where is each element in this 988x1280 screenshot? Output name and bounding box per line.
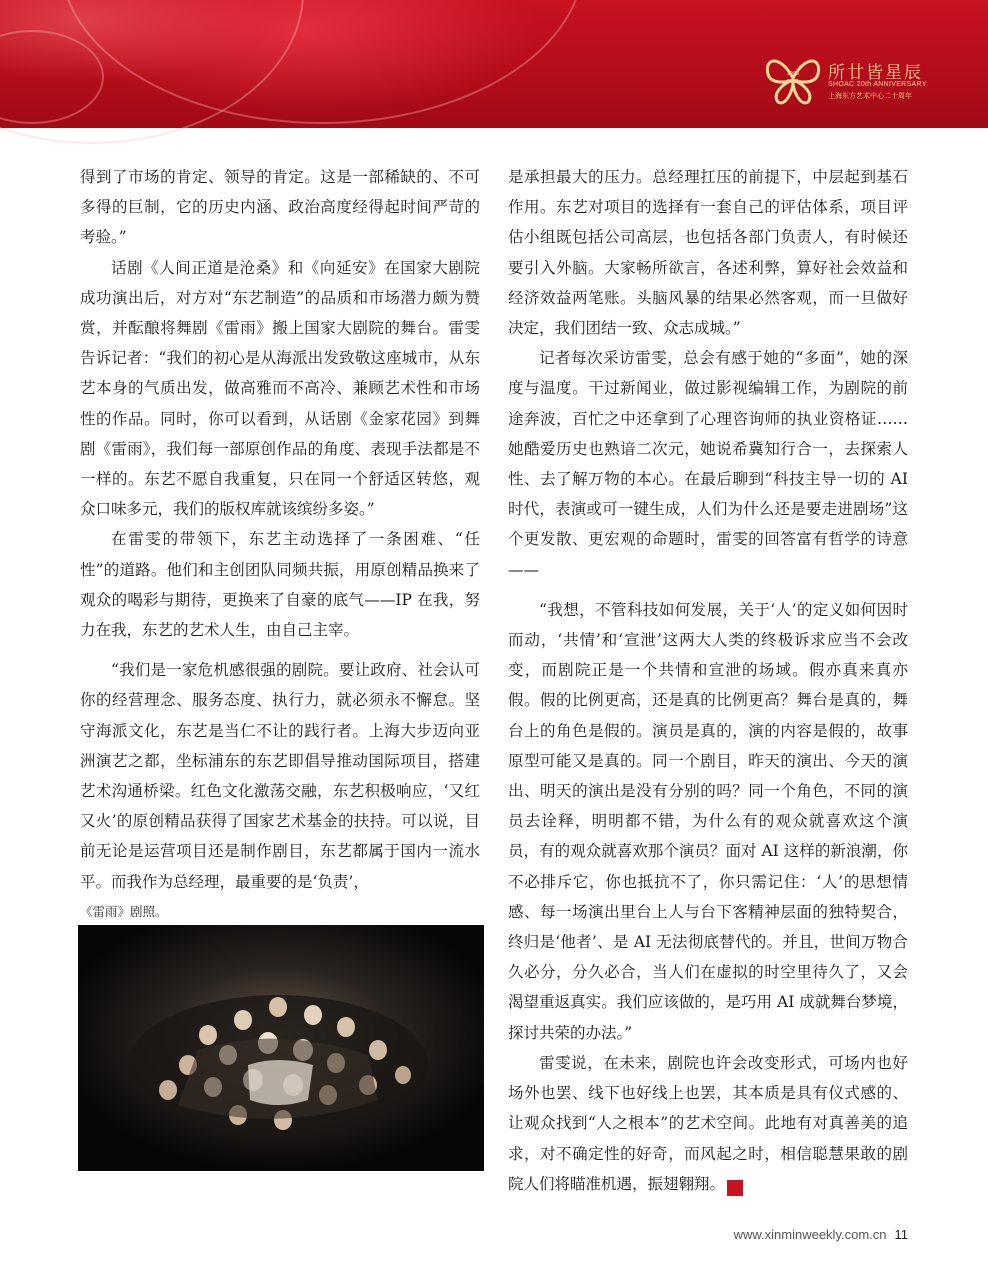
butterfly-20-logo-icon [762, 50, 824, 106]
page-footer [734, 1227, 908, 1242]
page-number: 11 [894, 1227, 908, 1242]
photo-caption: 《雷雨》剧照。 [80, 904, 168, 919]
logo-year-end: 2025 [786, 79, 800, 85]
footer-url: www.xinminweekly.com.cn [733, 1227, 887, 1242]
article-column-left [80, 162, 480, 897]
paragraph: “我想，不管科技如何发展，关于‘人’的定义如何因时而动，‘共情’和‘宣泄’这两大人类的终极诉求应当不会改变，而剧院正是一个共情和宣泄的场域。假亦真来真亦假。假的比例更高，还是真的比例更高？舞台是真的，舞台上的角色是假的。演员是真的，演的内容是假的，故事原型可能又是真的。同一个剧目，昨天的演出、今天的演出、明天的演出是没有分别的吗？同一个角色，不同的演员去诠释，明明都不错，为什么有的观众就喜欢这个演员，有的观众就喜欢那个演员？面对 AI 这样的新浪潮，你不必排斥它，你也抵抗不了，你只需记住：‘人’的思想情感、每一场演出里台上人与台下客精神层面的独特契合，终归是‘他者’、是 AI 无法彻底替代的。并且，世间万物合久必分，分久必合，当人们在虚拟的时空里待久了，又会渴望重返真实。我们应该做的，是巧用 AI 成就舞台梦境，探讨共荣的办法。” [508, 600, 908, 1042]
header-banner [0, 0, 988, 128]
paragraph: 得到了市场的肯定、领导的肯定。这是一部稀缺的、不可多得的巨制，它的历史内涵、政治高度经得起时间严苛的考验。” [80, 168, 480, 247]
logo-subtitle-cn: 上海东方艺术中心二十周年 [828, 92, 912, 100]
paragraph: “我们是一家危机感很强的剧院。要让政府、社会认可你的经营理念、服务态度、执行力，就必须永不懈怠。坚守海派文化，东艺是当仁不让的践行者。上海大步迈向亚洲演艺之都，坐标浦东的东艺即倡导推动国际项目，搭建艺术沟通桥梁。红色文化激荡交融，东艺积极响应，‘又红又火’的原创精品获得了国家艺术基金的扶持。可以说，目前无论是运营项目还是制作剧目，东艺都属于国内一流水平。而我作为总经理，最重要的是‘负责’， [80, 661, 480, 891]
article-column-right [508, 162, 908, 1199]
logo-title: 所廿皆星辰 [828, 63, 923, 83]
logo-subtitle-en: SHOAC 20th ANNIVERSARY [828, 81, 927, 88]
anniversary-logo [762, 50, 962, 106]
paragraph-text: 雷雯说，在未来，剧院也许会改变形式，可场内也好场外也罢、线下也好线上也罢，其本质是具有仪式感的、让观众找到“人之根本”的艺术空间。此地有对真善美的追求，对不确定性的好奇，而风起之时，相信聪慧果敢的剧院人们将瞄准机遇，振翅翱翔。 [508, 1053, 908, 1193]
paragraph: 是承担最大的压力。总经理扛压的前提下，中层起到基石作用。东艺对项目的选择有一套自己的评估体系，项目评估小组既包括公司高层，也包括各部门负责人，有时候还要引入外脑。大家畅所欲言，各述利弊，算好社会效益和经济效益两笔账。头脑风暴的结果必然客观，而一旦做好决定，我们团结一致、众志成城。” [508, 168, 908, 338]
paragraph: 话剧《人间正道是沧桑》和《向延安》在国家大剧院成功演出后，对方对“东艺制造”的品质和市场潜力颇为赞赏，并酝酿将舞剧《雷雨》搬上国家大剧院的舞台。雷雯告诉记者：“我们的初心是从海派出发致敬这座城市，从东艺本身的气质出发，做高雅而不高冷、兼顾艺术性和市场性的作品。同时，你可以看到，从话剧《金家花园》到舞剧《雷雨》，我们每一部原创作品的角度、表现手法都是不一样的。东艺不愿自我重复，只在同一个舒适区转悠，观众口味多元，我们的版权库就该缤纷多姿。” [80, 258, 480, 519]
paragraph: 记者每次采访雷雯，总会有感于她的“多面”，她的深度与温度。干过新闻业，做过影视编辑工作，为剧院的前途奔波，百忙之中还拿到了心理咨询师的执业资格证……她酷爱历史也熟谙二次元，她说希冀知行合一，去探索人性、去了解万物的本心。在最后聊到“科技主导一切的 AI 时代，表演或可一键生成，人们为什么还是要走进剧场”这个更发散、更宏观的命题时，雷雯的回答富有哲学的诗意—— [508, 349, 908, 579]
paragraph: 在雷雯的带领下，东艺主动选择了一条困难、“任性”的道路。他们和主创团队同频共振，用原创精品换来了观众的喝彩与期待，更换来了自豪的底气——IP 在我，努力在我，东艺的艺术人生，由自己主宰。 [80, 530, 480, 640]
stage-photo [78, 925, 484, 1171]
dancers-photo-illustration [78, 925, 484, 1171]
paragraph [508, 1048, 908, 1199]
logo-year-start: 2005 [786, 71, 800, 77]
end-of-article-mark: 民 [727, 1180, 743, 1196]
